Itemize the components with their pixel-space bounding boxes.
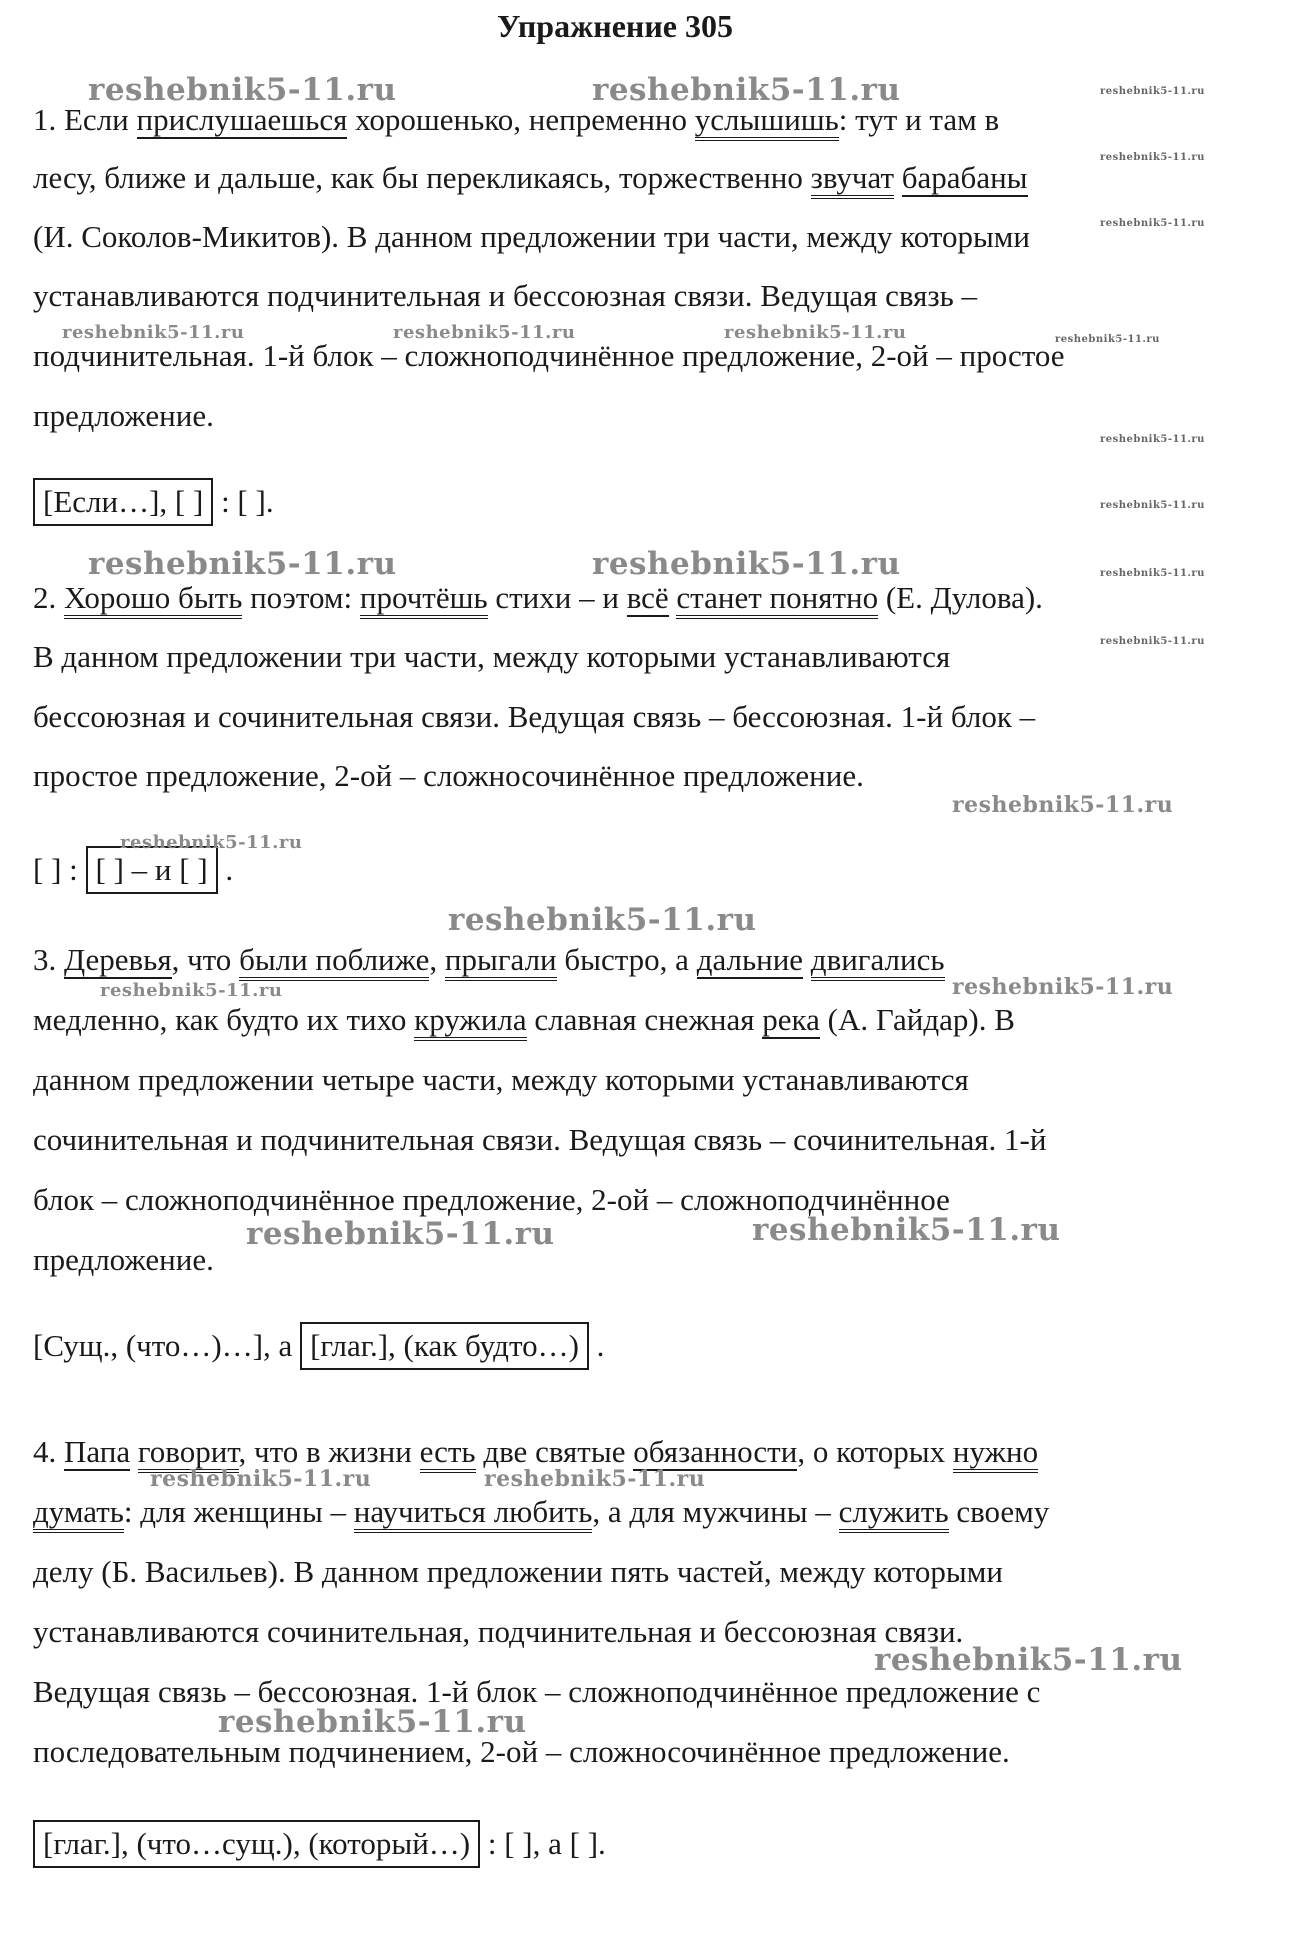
ex1-line-3: (И. Соколов-Микитов). В данном предложении три части, между которыми bbox=[33, 219, 1030, 254]
watermark: reshebnik5-11.ru bbox=[62, 322, 245, 343]
ex3-scheme: [Сущ., (что…)…], а [глаг.], (как будто…) . bbox=[33, 1322, 604, 1370]
ex3-line-3: данном предложении четыре части, между которыми устанавливаются bbox=[33, 1062, 969, 1097]
watermark: reshebnik5-11.ru bbox=[393, 322, 576, 343]
watermark: reshebnik5-11.ru bbox=[874, 1642, 1183, 1678]
watermark: reshebnik5-11.ru bbox=[592, 546, 901, 582]
watermark: reshebnik5-11.ru bbox=[592, 72, 901, 108]
ex3-line-2: медленно, как будто их тихо кружила славная снежная река (А. Гайдар). В bbox=[33, 1000, 1015, 1040]
watermark: reshebnik5-11.ru bbox=[246, 1216, 555, 1252]
scheme-box: [глаг.], (что…сущ.), (который…) bbox=[33, 1820, 480, 1868]
ex4-line-2: думать: для женщины – научиться любить, а для мужчины – служить своему bbox=[33, 1492, 1049, 1532]
watermark: reshebnik5-11.ru bbox=[120, 832, 303, 853]
scheme-box: [Если…], [ ] bbox=[33, 478, 213, 526]
watermark: reshebnik5-11.ru bbox=[484, 1466, 706, 1492]
ex4-line-3: делу (Б. Васильев). В данном предложении пять частей, между которыми bbox=[33, 1554, 1003, 1589]
ex2-line-2: В данном предложении три части, между которыми устанавливаются bbox=[33, 639, 951, 674]
ex1-line-5: подчинительная. 1-й блок – сложноподчинённое предложение, 2-ой – простое bbox=[33, 338, 1065, 373]
ex4-line-4: устанавливаются сочинительная, подчинительная и бессоюзная связи. bbox=[33, 1614, 964, 1649]
watermark: reshebnik5-11.ru bbox=[100, 980, 283, 1001]
watermark: reshebnik5-11.ru bbox=[1100, 568, 1205, 579]
ex4-scheme: [глаг.], (что…сущ.), (который…) : [ ], а [ ]. bbox=[33, 1820, 606, 1868]
ex1-scheme: [Если…], [ ] : [ ]. bbox=[33, 478, 274, 526]
watermark: reshebnik5-11.ru bbox=[1100, 218, 1205, 229]
watermark: reshebnik5-11.ru bbox=[1100, 434, 1205, 445]
scheme-box: [ ] – и [ ] bbox=[86, 846, 218, 894]
ex1-line-4: устанавливаются подчинительная и бессоюзная связи. Ведущая связь – bbox=[33, 278, 978, 313]
ex2-line-4: простое предложение, 2-ой – сложносочинённое предложение. bbox=[33, 758, 864, 793]
ex1-line-1: 1. Если прислушаешься хорошенько, непременно услышишь: тут и там в bbox=[33, 100, 999, 140]
ex3-line-6: предложение. bbox=[33, 1242, 214, 1277]
scheme-box: [глаг.], (как будто…) bbox=[300, 1322, 589, 1370]
watermark: reshebnik5-11.ru bbox=[1100, 152, 1205, 163]
watermark: reshebnik5-11.ru bbox=[448, 902, 757, 938]
ex4-line-5: Ведущая связь – бессоюзная. 1-й блок – сложноподчинённое предложение с bbox=[33, 1674, 1041, 1709]
watermark: reshebnik5-11.ru bbox=[952, 974, 1174, 1000]
watermark: reshebnik5-11.ru bbox=[752, 1212, 1061, 1248]
ex3-line-1: 3. Деревья, что были поближе, прыгали быстро, а дальние двигались bbox=[33, 940, 945, 980]
ex1-line-2: лесу, ближе и дальше, как бы перекликаясь, торжественно звучат барабаны bbox=[33, 158, 1028, 198]
watermark: reshebnik5-11.ru bbox=[150, 1466, 372, 1492]
watermark: reshebnik5-11.ru bbox=[724, 322, 907, 343]
ex2-line-1: 2. Хорошо быть поэтом: прочтёшь стихи – и всё станет понятно (Е. Дулова). bbox=[33, 578, 1043, 618]
watermark: reshebnik5-11.ru bbox=[1100, 636, 1205, 647]
watermark: reshebnik5-11.ru bbox=[88, 546, 397, 582]
watermark: reshebnik5-11.ru bbox=[1100, 500, 1205, 511]
ex4-line-1: 4. Папа говорит, что в жизни есть две святые обязанности, о которых нужно bbox=[33, 1432, 1038, 1472]
ex3-line-5: блок – сложноподчинённое предложение, 2-ой – сложноподчинённое bbox=[33, 1182, 950, 1217]
watermark: reshebnik5-11.ru bbox=[88, 72, 397, 108]
watermark: reshebnik5-11.ru bbox=[952, 792, 1174, 818]
ex2-scheme: [ ] : [ ] – и [ ] . bbox=[33, 846, 233, 894]
ex3-line-4: сочинительная и подчинительная связи. Ведущая связь – сочинительная. 1-й bbox=[33, 1122, 1047, 1157]
page-title: Упражнение 305 bbox=[496, 8, 733, 44]
ex4-line-6: последовательным подчинением, 2-ой – сложносочинённое предложение. bbox=[33, 1734, 1010, 1769]
ex2-line-3: бессоюзная и сочинительная связи. Ведущая связь – бессоюзная. 1-й блок – bbox=[33, 699, 1036, 734]
watermark: reshebnik5-11.ru bbox=[218, 1704, 527, 1740]
watermark: reshebnik5-11.ru bbox=[1055, 334, 1160, 345]
ex1-line-6: предложение. bbox=[33, 398, 214, 433]
watermark: reshebnik5-11.ru bbox=[1100, 86, 1205, 97]
